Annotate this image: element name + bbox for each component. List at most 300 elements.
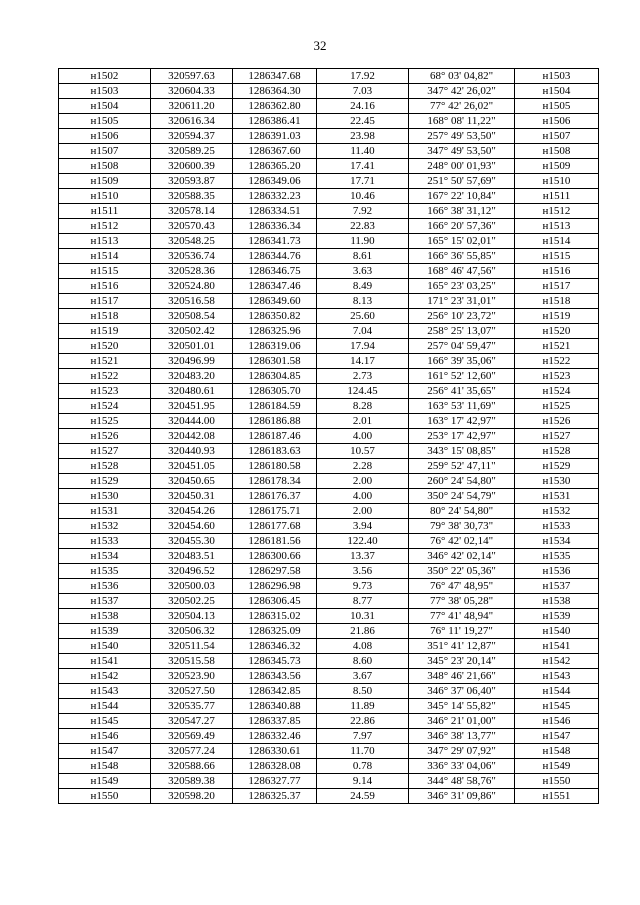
- x-coordinate-cell: 320506.32: [151, 624, 233, 639]
- point-from-cell: н1513: [59, 234, 151, 249]
- point-to-cell: н1517: [515, 279, 599, 294]
- distance-cell: 7.04: [317, 324, 409, 339]
- table-row: [59, 99, 599, 114]
- table-row: [59, 429, 599, 444]
- distance-cell: 17.92: [317, 69, 409, 84]
- table-row: [59, 789, 599, 804]
- table-row: [59, 714, 599, 729]
- direction-angle-cell: 259° 52' 47,11": [409, 459, 515, 474]
- x-coordinate-cell: 320508.54: [151, 309, 233, 324]
- point-from-cell: н1530: [59, 489, 151, 504]
- point-from-cell: н1541: [59, 654, 151, 669]
- point-from-cell: н1516: [59, 279, 151, 294]
- table-row: [59, 399, 599, 414]
- point-to-cell: н1543: [515, 669, 599, 684]
- y-coordinate-cell: 1286177.68: [233, 519, 317, 534]
- table-row: [59, 669, 599, 684]
- distance-cell: 22.83: [317, 219, 409, 234]
- point-from-cell: н1547: [59, 744, 151, 759]
- direction-angle-cell: 77° 42' 26,02": [409, 99, 515, 114]
- distance-cell: 22.45: [317, 114, 409, 129]
- x-coordinate-cell: 320598.20: [151, 789, 233, 804]
- table-row: [59, 594, 599, 609]
- point-to-cell: н1536: [515, 564, 599, 579]
- table-row: [59, 459, 599, 474]
- point-from-cell: н1529: [59, 474, 151, 489]
- x-coordinate-cell: 320589.38: [151, 774, 233, 789]
- table-row: [59, 309, 599, 324]
- distance-cell: 17.94: [317, 339, 409, 354]
- point-to-cell: н1524: [515, 384, 599, 399]
- distance-cell: 124.45: [317, 384, 409, 399]
- distance-cell: 8.50: [317, 684, 409, 699]
- x-coordinate-cell: 320496.99: [151, 354, 233, 369]
- direction-angle-cell: 251° 50' 57,69": [409, 174, 515, 189]
- x-coordinate-cell: 320480.61: [151, 384, 233, 399]
- direction-angle-cell: 346° 38' 13,77": [409, 729, 515, 744]
- table-row: [59, 519, 599, 534]
- distance-cell: 25.60: [317, 309, 409, 324]
- point-to-cell: н1547: [515, 729, 599, 744]
- y-coordinate-cell: 1286187.46: [233, 429, 317, 444]
- y-coordinate-cell: 1286186.88: [233, 414, 317, 429]
- y-coordinate-cell: 1286181.56: [233, 534, 317, 549]
- point-from-cell: н1511: [59, 204, 151, 219]
- x-coordinate-cell: 320502.42: [151, 324, 233, 339]
- distance-cell: 4.00: [317, 429, 409, 444]
- x-coordinate-cell: 320454.26: [151, 504, 233, 519]
- y-coordinate-cell: 1286297.58: [233, 564, 317, 579]
- x-coordinate-cell: 320483.20: [151, 369, 233, 384]
- point-from-cell: н1507: [59, 144, 151, 159]
- x-coordinate-cell: 320442.08: [151, 429, 233, 444]
- point-to-cell: н1516: [515, 264, 599, 279]
- direction-angle-cell: 351° 41' 12,87": [409, 639, 515, 654]
- direction-angle-cell: 346° 42' 02,14": [409, 549, 515, 564]
- point-to-cell: н1526: [515, 414, 599, 429]
- direction-angle-cell: 76° 47' 48,95": [409, 579, 515, 594]
- y-coordinate-cell: 1286176.37: [233, 489, 317, 504]
- table-row: [59, 534, 599, 549]
- y-coordinate-cell: 1286328.08: [233, 759, 317, 774]
- distance-cell: 11.70: [317, 744, 409, 759]
- y-coordinate-cell: 1286305.70: [233, 384, 317, 399]
- table-row: [59, 84, 599, 99]
- direction-angle-cell: 343° 15' 08,85": [409, 444, 515, 459]
- x-coordinate-cell: 320593.87: [151, 174, 233, 189]
- point-from-cell: н1528: [59, 459, 151, 474]
- table-row: [59, 579, 599, 594]
- y-coordinate-cell: 1286180.58: [233, 459, 317, 474]
- y-coordinate-cell: 1286343.56: [233, 669, 317, 684]
- point-from-cell: н1538: [59, 609, 151, 624]
- y-coordinate-cell: 1286325.37: [233, 789, 317, 804]
- point-to-cell: н1532: [515, 504, 599, 519]
- point-from-cell: н1534: [59, 549, 151, 564]
- point-from-cell: н1535: [59, 564, 151, 579]
- point-from-cell: н1544: [59, 699, 151, 714]
- distance-cell: 2.00: [317, 474, 409, 489]
- point-to-cell: н1508: [515, 144, 599, 159]
- table-row: [59, 339, 599, 354]
- direction-angle-cell: 168° 46' 47,56": [409, 264, 515, 279]
- table-row: [59, 69, 599, 84]
- x-coordinate-cell: 320588.66: [151, 759, 233, 774]
- y-coordinate-cell: 1286346.75: [233, 264, 317, 279]
- table-row: [59, 504, 599, 519]
- y-coordinate-cell: 1286315.02: [233, 609, 317, 624]
- x-coordinate-cell: 320597.63: [151, 69, 233, 84]
- distance-cell: 7.92: [317, 204, 409, 219]
- point-from-cell: н1506: [59, 129, 151, 144]
- table-row: [59, 564, 599, 579]
- table-row: [59, 759, 599, 774]
- table-row: [59, 624, 599, 639]
- point-from-cell: н1548: [59, 759, 151, 774]
- table-row: [59, 354, 599, 369]
- point-to-cell: н1531: [515, 489, 599, 504]
- y-coordinate-cell: 1286332.46: [233, 729, 317, 744]
- table-row: [59, 489, 599, 504]
- distance-cell: 4.08: [317, 639, 409, 654]
- y-coordinate-cell: 1286178.34: [233, 474, 317, 489]
- table-row: [59, 414, 599, 429]
- distance-cell: 8.49: [317, 279, 409, 294]
- x-coordinate-cell: 320496.52: [151, 564, 233, 579]
- distance-cell: 14.17: [317, 354, 409, 369]
- distance-cell: 2.28: [317, 459, 409, 474]
- direction-angle-cell: 80° 24' 54,80": [409, 504, 515, 519]
- y-coordinate-cell: 1286340.88: [233, 699, 317, 714]
- point-to-cell: н1546: [515, 714, 599, 729]
- point-from-cell: н1508: [59, 159, 151, 174]
- table-row: [59, 144, 599, 159]
- table-row: [59, 444, 599, 459]
- point-to-cell: н1521: [515, 339, 599, 354]
- direction-angle-cell: 68° 03' 04,82": [409, 69, 515, 84]
- point-to-cell: н1549: [515, 759, 599, 774]
- y-coordinate-cell: 1286319.06: [233, 339, 317, 354]
- y-coordinate-cell: 1286330.61: [233, 744, 317, 759]
- point-from-cell: н1550: [59, 789, 151, 804]
- x-coordinate-cell: 320604.33: [151, 84, 233, 99]
- y-coordinate-cell: 1286345.73: [233, 654, 317, 669]
- point-to-cell: н1520: [515, 324, 599, 339]
- table-row: [59, 159, 599, 174]
- distance-cell: 8.28: [317, 399, 409, 414]
- distance-cell: 3.67: [317, 669, 409, 684]
- x-coordinate-cell: 320589.25: [151, 144, 233, 159]
- point-from-cell: н1502: [59, 69, 151, 84]
- point-from-cell: н1537: [59, 594, 151, 609]
- y-coordinate-cell: 1286183.63: [233, 444, 317, 459]
- direction-angle-cell: 166° 36' 55,85": [409, 249, 515, 264]
- direction-angle-cell: 77° 41' 48,94": [409, 609, 515, 624]
- table-row: [59, 114, 599, 129]
- x-coordinate-cell: 320515.58: [151, 654, 233, 669]
- table-row: [59, 729, 599, 744]
- point-to-cell: н1525: [515, 399, 599, 414]
- page-number: 32: [313, 38, 327, 53]
- distance-cell: 7.97: [317, 729, 409, 744]
- y-coordinate-cell: 1286327.77: [233, 774, 317, 789]
- direction-angle-cell: 79° 38' 30,73": [409, 519, 515, 534]
- y-coordinate-cell: 1286325.09: [233, 624, 317, 639]
- direction-angle-cell: 165° 23' 03,25": [409, 279, 515, 294]
- point-to-cell: н1509: [515, 159, 599, 174]
- direction-angle-cell: 336° 33' 04,06": [409, 759, 515, 774]
- table-row: [59, 204, 599, 219]
- point-from-cell: н1543: [59, 684, 151, 699]
- direction-angle-cell: 348° 46' 21,66": [409, 669, 515, 684]
- x-coordinate-cell: 320524.80: [151, 279, 233, 294]
- point-from-cell: н1546: [59, 729, 151, 744]
- x-coordinate-cell: 320577.24: [151, 744, 233, 759]
- distance-cell: 3.56: [317, 564, 409, 579]
- table-row: [59, 174, 599, 189]
- table-row: [59, 219, 599, 234]
- point-to-cell: н1535: [515, 549, 599, 564]
- y-coordinate-cell: 1286301.58: [233, 354, 317, 369]
- distance-cell: 23.98: [317, 129, 409, 144]
- direction-angle-cell: 346° 21' 01,00": [409, 714, 515, 729]
- x-coordinate-cell: 320451.05: [151, 459, 233, 474]
- direction-angle-cell: 346° 37' 06,40": [409, 684, 515, 699]
- x-coordinate-cell: 320511.54: [151, 639, 233, 654]
- y-coordinate-cell: 1286347.46: [233, 279, 317, 294]
- point-to-cell: н1541: [515, 639, 599, 654]
- point-from-cell: н1532: [59, 519, 151, 534]
- point-to-cell: н1513: [515, 219, 599, 234]
- x-coordinate-cell: 320504.13: [151, 609, 233, 624]
- point-from-cell: н1512: [59, 219, 151, 234]
- direction-angle-cell: 163° 53' 11,69": [409, 399, 515, 414]
- x-coordinate-cell: 320588.35: [151, 189, 233, 204]
- x-coordinate-cell: 320570.43: [151, 219, 233, 234]
- distance-cell: 2.00: [317, 504, 409, 519]
- distance-cell: 11.90: [317, 234, 409, 249]
- x-coordinate-cell: 320516.58: [151, 294, 233, 309]
- distance-cell: 122.40: [317, 534, 409, 549]
- table-row: [59, 744, 599, 759]
- direction-angle-cell: 347° 29' 07,92": [409, 744, 515, 759]
- point-from-cell: н1549: [59, 774, 151, 789]
- point-to-cell: н1518: [515, 294, 599, 309]
- table-row: [59, 699, 599, 714]
- point-from-cell: н1515: [59, 264, 151, 279]
- point-from-cell: н1540: [59, 639, 151, 654]
- x-coordinate-cell: 320600.39: [151, 159, 233, 174]
- point-from-cell: н1526: [59, 429, 151, 444]
- point-from-cell: н1523: [59, 384, 151, 399]
- point-to-cell: н1528: [515, 444, 599, 459]
- y-coordinate-cell: 1286341.73: [233, 234, 317, 249]
- direction-angle-cell: 167° 22' 10,84": [409, 189, 515, 204]
- direction-angle-cell: 350° 24' 54,79": [409, 489, 515, 504]
- x-coordinate-cell: 320611.20: [151, 99, 233, 114]
- distance-cell: 9.73: [317, 579, 409, 594]
- direction-angle-cell: 77° 38' 05,28": [409, 594, 515, 609]
- direction-angle-cell: 163° 17' 42,97": [409, 414, 515, 429]
- point-to-cell: н1510: [515, 174, 599, 189]
- distance-cell: 3.94: [317, 519, 409, 534]
- distance-cell: 8.61: [317, 249, 409, 264]
- x-coordinate-cell: 320548.25: [151, 234, 233, 249]
- distance-cell: 7.03: [317, 84, 409, 99]
- table-row: [59, 249, 599, 264]
- x-coordinate-cell: 320578.14: [151, 204, 233, 219]
- y-coordinate-cell: 1286306.45: [233, 594, 317, 609]
- distance-cell: 10.31: [317, 609, 409, 624]
- point-from-cell: н1518: [59, 309, 151, 324]
- table-row: [59, 609, 599, 624]
- table-row: [59, 294, 599, 309]
- x-coordinate-cell: 320528.36: [151, 264, 233, 279]
- point-to-cell: н1550: [515, 774, 599, 789]
- x-coordinate-cell: 320594.37: [151, 129, 233, 144]
- x-coordinate-cell: 320523.90: [151, 669, 233, 684]
- point-to-cell: н1529: [515, 459, 599, 474]
- table-row: [59, 324, 599, 339]
- x-coordinate-cell: 320450.31: [151, 489, 233, 504]
- point-to-cell: н1537: [515, 579, 599, 594]
- distance-cell: 10.57: [317, 444, 409, 459]
- table-row: [59, 474, 599, 489]
- table-row: [59, 684, 599, 699]
- y-coordinate-cell: 1286337.85: [233, 714, 317, 729]
- y-coordinate-cell: 1286346.32: [233, 639, 317, 654]
- distance-cell: 17.41: [317, 159, 409, 174]
- table-row: [59, 774, 599, 789]
- point-to-cell: н1545: [515, 699, 599, 714]
- point-to-cell: н1519: [515, 309, 599, 324]
- point-from-cell: н1503: [59, 84, 151, 99]
- point-to-cell: н1534: [515, 534, 599, 549]
- point-from-cell: н1505: [59, 114, 151, 129]
- point-to-cell: н1530: [515, 474, 599, 489]
- point-from-cell: н1510: [59, 189, 151, 204]
- point-from-cell: н1539: [59, 624, 151, 639]
- point-to-cell: н1507: [515, 129, 599, 144]
- y-coordinate-cell: 1286300.66: [233, 549, 317, 564]
- direction-angle-cell: 257° 49' 53,50": [409, 129, 515, 144]
- y-coordinate-cell: 1286349.60: [233, 294, 317, 309]
- point-to-cell: н1548: [515, 744, 599, 759]
- direction-angle-cell: 344° 48' 58,76": [409, 774, 515, 789]
- point-from-cell: н1536: [59, 579, 151, 594]
- point-from-cell: н1533: [59, 534, 151, 549]
- direction-angle-cell: 256° 10' 23,72": [409, 309, 515, 324]
- point-to-cell: н1505: [515, 99, 599, 114]
- distance-cell: 8.60: [317, 654, 409, 669]
- distance-cell: 0.78: [317, 759, 409, 774]
- point-to-cell: н1523: [515, 369, 599, 384]
- distance-cell: 10.46: [317, 189, 409, 204]
- direction-angle-cell: 260° 24' 54,80": [409, 474, 515, 489]
- y-coordinate-cell: 1286325.96: [233, 324, 317, 339]
- y-coordinate-cell: 1286336.34: [233, 219, 317, 234]
- point-to-cell: н1544: [515, 684, 599, 699]
- table-row: [59, 264, 599, 279]
- point-to-cell: н1511: [515, 189, 599, 204]
- direction-angle-cell: 168° 08' 11,22": [409, 114, 515, 129]
- point-from-cell: н1542: [59, 669, 151, 684]
- x-coordinate-cell: 320483.51: [151, 549, 233, 564]
- point-from-cell: н1521: [59, 354, 151, 369]
- direction-angle-cell: 166° 38' 31,12": [409, 204, 515, 219]
- direction-angle-cell: 345° 23' 20,14": [409, 654, 515, 669]
- point-to-cell: н1539: [515, 609, 599, 624]
- y-coordinate-cell: 1286349.06: [233, 174, 317, 189]
- distance-cell: 2.73: [317, 369, 409, 384]
- x-coordinate-cell: 320454.60: [151, 519, 233, 534]
- y-coordinate-cell: 1286344.76: [233, 249, 317, 264]
- distance-cell: 21.86: [317, 624, 409, 639]
- y-coordinate-cell: 1286304.85: [233, 369, 317, 384]
- y-coordinate-cell: 1286386.41: [233, 114, 317, 129]
- point-from-cell: н1517: [59, 294, 151, 309]
- x-coordinate-cell: 320569.49: [151, 729, 233, 744]
- point-from-cell: н1531: [59, 504, 151, 519]
- point-to-cell: н1514: [515, 234, 599, 249]
- point-to-cell: н1512: [515, 204, 599, 219]
- point-to-cell: н1551: [515, 789, 599, 804]
- distance-cell: 24.16: [317, 99, 409, 114]
- distance-cell: 22.86: [317, 714, 409, 729]
- x-coordinate-cell: 320502.25: [151, 594, 233, 609]
- x-coordinate-cell: 320450.65: [151, 474, 233, 489]
- distance-cell: 17.71: [317, 174, 409, 189]
- x-coordinate-cell: 320501.01: [151, 339, 233, 354]
- distance-cell: 11.40: [317, 144, 409, 159]
- point-to-cell: н1538: [515, 594, 599, 609]
- y-coordinate-cell: 1286342.85: [233, 684, 317, 699]
- x-coordinate-cell: 320527.50: [151, 684, 233, 699]
- y-coordinate-cell: 1286364.30: [233, 84, 317, 99]
- direction-angle-cell: 350° 22' 05,36": [409, 564, 515, 579]
- table-row: [59, 129, 599, 144]
- point-from-cell: н1525: [59, 414, 151, 429]
- point-to-cell: н1503: [515, 69, 599, 84]
- point-to-cell: н1515: [515, 249, 599, 264]
- direction-angle-cell: 166° 20' 57,36": [409, 219, 515, 234]
- x-coordinate-cell: 320547.27: [151, 714, 233, 729]
- distance-cell: 13.37: [317, 549, 409, 564]
- table-row: [59, 639, 599, 654]
- direction-angle-cell: 161° 52' 12,60": [409, 369, 515, 384]
- x-coordinate-cell: 320444.00: [151, 414, 233, 429]
- direction-angle-cell: 171° 23' 31,01": [409, 294, 515, 309]
- table-row: [59, 549, 599, 564]
- point-from-cell: н1520: [59, 339, 151, 354]
- x-coordinate-cell: 320440.93: [151, 444, 233, 459]
- direction-angle-cell: 347° 49' 53,50": [409, 144, 515, 159]
- y-coordinate-cell: 1286347.68: [233, 69, 317, 84]
- x-coordinate-cell: 320536.74: [151, 249, 233, 264]
- point-to-cell: н1506: [515, 114, 599, 129]
- distance-cell: 3.63: [317, 264, 409, 279]
- y-coordinate-cell: 1286362.80: [233, 99, 317, 114]
- point-from-cell: н1519: [59, 324, 151, 339]
- direction-angle-cell: 165° 15' 02,01": [409, 234, 515, 249]
- point-to-cell: н1542: [515, 654, 599, 669]
- distance-cell: 11.89: [317, 699, 409, 714]
- distance-cell: 8.77: [317, 594, 409, 609]
- point-from-cell: н1514: [59, 249, 151, 264]
- coordinates-table: [58, 68, 599, 804]
- y-coordinate-cell: 1286175.71: [233, 504, 317, 519]
- distance-cell: 8.13: [317, 294, 409, 309]
